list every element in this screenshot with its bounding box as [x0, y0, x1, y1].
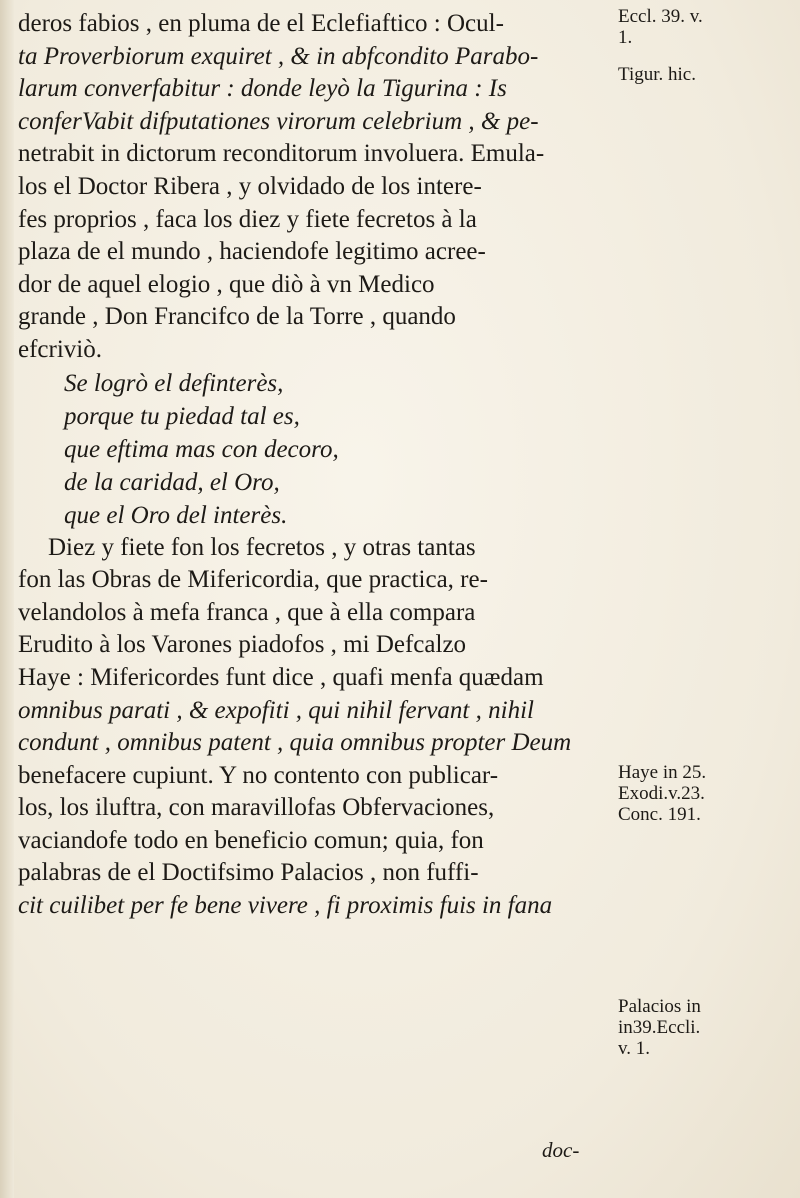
- margin-note-line: Eccl. 39. v.: [618, 6, 703, 27]
- margin-note-line: 1.: [618, 27, 633, 48]
- poem-line-1: Se logrò el definterès,: [64, 369, 284, 397]
- page-binding-edge: [0, 0, 14, 1198]
- text-line-13: fon las Obras de Mifericordia, que practica, re-: [18, 566, 488, 594]
- margin-note-line: Haye in 25.: [618, 762, 707, 783]
- text-line-20: los, los iluftra, con maravillofas Obfervaciones,: [18, 794, 495, 822]
- text-line-12: Diez y fiete fon los fecretos , y otras tantas: [48, 533, 476, 561]
- poem-line-2: porque tu piedad tal es,: [64, 402, 300, 430]
- text-line-5: netrabit in dictorum reconditorum involuera. Emula-: [18, 140, 545, 168]
- text-line-3: larum converfabitur : donde leyò la Tigurina : Is: [18, 75, 507, 103]
- text-line-16: Haye : Mifericordes funt dice , quafi menfa quædam: [18, 663, 544, 691]
- text-line-15: Erudito à los Varones piadofos , mi Defcalzo: [18, 631, 467, 659]
- text-line-4: conferVabit difputationes virorum celebrium , & pe-: [18, 107, 539, 135]
- text-line-10: grande , Don Francifco de la Torre , quando: [18, 303, 456, 331]
- text-line-1: deros fabios , en pluma de el Eclefiaftico : Ocul-: [18, 10, 504, 37]
- text-line-21: vaciandofe todo en beneficio comun; quia, fon: [18, 826, 484, 854]
- text-line-19: benefacere cupiunt. Y no contento con publicar-: [18, 761, 499, 789]
- text-line-2: ta Proverbiorum exquiret , & in abfcondito Parabo-: [18, 42, 539, 70]
- margin-note-line: Exodi.v.23.: [618, 783, 705, 804]
- text-line-23: cit cuilibet per fe bene vivere , fi proximis fuis in fana: [18, 892, 553, 920]
- poem-line-4: de la caridad, el Oro,: [64, 468, 280, 496]
- catchword: doc-: [542, 1138, 580, 1162]
- text-line-11: efcriviò.: [18, 335, 102, 363]
- text-line-18: condunt , omnibus patent , quia omnibus propter Deum: [18, 729, 572, 757]
- text-line-6: los el Doctor Ribera , y olvidado de los intere-: [18, 172, 482, 200]
- main-text-column: [18, 8, 606, 923]
- margin-note-ecclesiasticus: [618, 6, 798, 48]
- margin-note-line: v. 1.: [618, 1038, 651, 1059]
- poem-line-5: que el Oro del interès.: [64, 501, 288, 529]
- text-line-22: palabras de el Doctifsimo Palacios , non fuffi-: [18, 859, 479, 887]
- margin-note-line: Conc. 191.: [618, 804, 701, 825]
- margin-note-haye: [618, 762, 798, 825]
- text-line-14: velandolos à mefa franca , que à ella compara: [18, 598, 476, 626]
- margin-note-line: in39.Eccli.: [618, 1017, 701, 1038]
- text-line-17: omnibus parati , & expofiti , qui nihil fervant , nihil: [18, 696, 534, 724]
- margin-note-line: Tigur. hic.: [618, 64, 696, 85]
- text-line-8: plaza de el mundo , haciendofe legitimo acree-: [18, 238, 486, 266]
- margin-note-tigurina: [618, 64, 798, 85]
- poem-line-3: que eftima mas con decoro,: [64, 435, 339, 463]
- text-line-7: fes proprios , faca los diez y fiete fecretos à la: [18, 205, 477, 233]
- margin-note-palacios: [618, 996, 798, 1059]
- text-line-9: dor de aquel elogio , que diò à vn Medico: [18, 270, 435, 298]
- margin-note-line: Palacios in: [618, 996, 701, 1017]
